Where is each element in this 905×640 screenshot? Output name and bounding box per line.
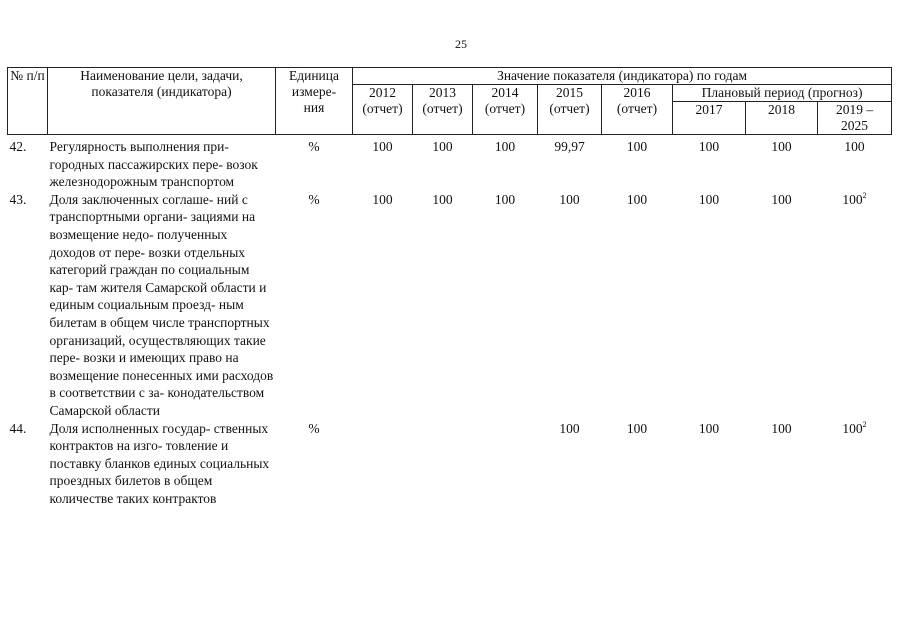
header-unit: Единица измере- ния bbox=[276, 68, 353, 135]
header-year-2015 bbox=[538, 85, 602, 135]
row-unit: % bbox=[308, 191, 320, 207]
value-cell: 100 bbox=[698, 420, 720, 436]
table-row bbox=[8, 138, 892, 191]
row-indicator-name: Регулярность выполнения при- городных пассажирских пере- возок железнодорожным транспортом bbox=[49, 139, 258, 190]
header-plan-year: 2019 – 2025 bbox=[818, 102, 892, 135]
header-year: 2012 bbox=[369, 85, 396, 100]
value-cell bbox=[413, 420, 473, 508]
table-row bbox=[8, 191, 892, 420]
header-plan-year: 2017 bbox=[673, 102, 746, 135]
value-cell: 100 bbox=[698, 191, 720, 207]
value-cell: 99,97 bbox=[554, 139, 585, 154]
footnote-marker: 2 bbox=[862, 419, 867, 429]
value-text: 100 bbox=[842, 191, 863, 207]
value-cell: 100 bbox=[432, 191, 453, 207]
row-unit: % bbox=[308, 420, 320, 436]
header-year-note: (отчет) bbox=[616, 101, 658, 116]
value-cell: 100 bbox=[372, 139, 393, 154]
header-year: 2015 bbox=[556, 85, 583, 100]
value-cell: 100 bbox=[771, 139, 792, 154]
header-year: 2013 bbox=[429, 85, 456, 100]
value-text: 100 bbox=[844, 139, 865, 154]
header-year-note: (отчет) bbox=[362, 101, 403, 116]
header-year-2014 bbox=[473, 85, 538, 135]
row-number: 42. bbox=[9, 139, 27, 154]
value-cell bbox=[353, 420, 413, 508]
header-year-note: (отчет) bbox=[549, 101, 590, 116]
value-cell bbox=[818, 138, 892, 191]
row-number: 43. bbox=[9, 191, 27, 207]
header-name: Наименование цели, задачи, показателя (индикатора) bbox=[48, 68, 276, 135]
header-year-2016 bbox=[602, 85, 673, 135]
value-cell: 100 bbox=[372, 191, 393, 207]
indicator-table bbox=[7, 67, 892, 507]
page-number: 25 bbox=[455, 37, 467, 51]
header-year-note: (отчет) bbox=[422, 101, 463, 116]
header-year: 2016 bbox=[623, 85, 651, 100]
header-plan-group: Плановый период (прогноз) bbox=[673, 85, 892, 102]
value-cell: 100 bbox=[626, 420, 648, 436]
row-unit: % bbox=[308, 139, 320, 154]
table-row bbox=[8, 420, 892, 508]
value-cell: 100 bbox=[494, 139, 516, 154]
header-year: 2014 bbox=[491, 85, 519, 100]
header-year-2013 bbox=[413, 85, 473, 135]
header-values-group: Значение показателя (индикатора) по годам bbox=[353, 68, 892, 85]
value-cell: 100 bbox=[432, 139, 453, 154]
value-cell: 100 bbox=[494, 191, 516, 207]
header-plan-year: 2018 bbox=[746, 102, 818, 135]
value-cell: 100 bbox=[698, 139, 720, 154]
header-year-note: (отчет) bbox=[484, 101, 526, 116]
header-no: № п/п bbox=[8, 68, 48, 135]
value-cell: 100 bbox=[559, 191, 580, 207]
value-cell: 100 bbox=[626, 191, 648, 207]
value-text: 100 bbox=[842, 420, 863, 436]
value-cell: 100 bbox=[771, 420, 792, 436]
value-cell: 100 bbox=[771, 191, 792, 207]
value-cell bbox=[473, 420, 538, 508]
value-cell bbox=[818, 191, 892, 420]
row-indicator-name: Доля исполненных государ- ственных контрактов на изго- товление и поставку бланков единых социальных проездных билетов в общем количестве таких контрактов bbox=[49, 420, 270, 506]
footnote-marker: 2 bbox=[862, 190, 867, 200]
value-cell bbox=[818, 420, 892, 508]
value-cell: 100 bbox=[626, 139, 648, 154]
value-cell: 100 bbox=[559, 420, 580, 436]
row-number: 44. bbox=[9, 420, 27, 436]
header-year-2012 bbox=[353, 85, 413, 135]
row-indicator-name: Доля заключенных соглаше- ний с транспортными органи- зациями на возмещение недо- полученных доходов от пере- возки отдельных категорий граждан по социальным кар- там жителя Самарской области и единым социальным проезд- ным билетам в общем числе транспортных организаций, осуществляющих такие пере- возки и имеющих право на возмещение понесенных ими расходов в соответствии с за- конодательством Самарской области bbox=[49, 191, 274, 418]
